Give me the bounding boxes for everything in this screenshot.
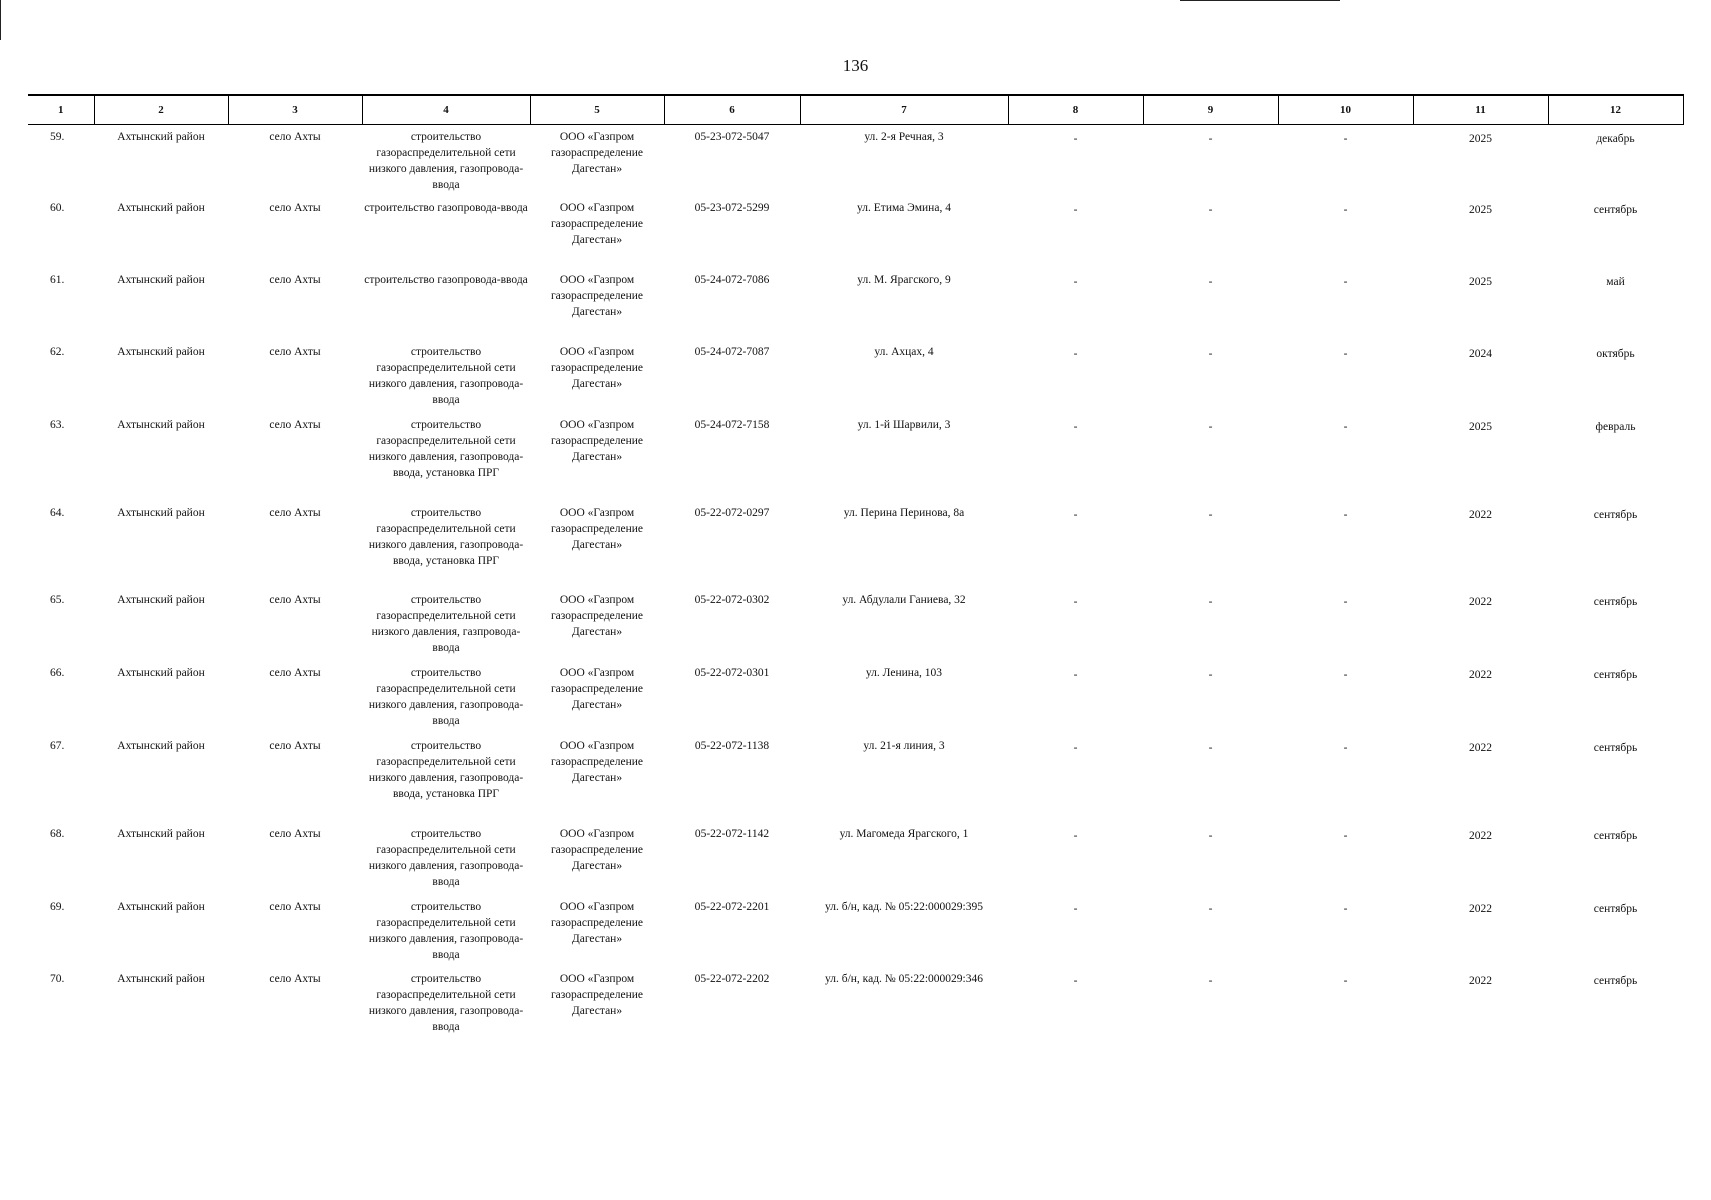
locality-cell: село Ахты [269,418,321,431]
col-header-1: 1 [28,95,94,125]
col9-cell: - [1208,829,1213,842]
organization-cell: ООО «Газпром газораспределение Дагестан» [550,506,644,551]
scan-edge-mark-left [0,0,1,40]
district-cell: Ахтынский район [117,131,205,143]
district-cell: Ахтынский район [117,900,205,913]
locality-cell: село Ахты [269,666,321,679]
col9-cell: - [1208,595,1213,608]
year-cell: 2022 [1469,902,1492,915]
year-cell: 2024 [1469,347,1492,360]
col8-cell: - [1073,829,1078,842]
organization-cell: ООО «Газпром газораспределение Дагестан» [550,345,644,390]
col8-cell: - [1073,347,1078,360]
row-number: 67. [50,739,65,752]
year-cell: 2022 [1469,741,1492,754]
row-number: 62. [50,345,65,358]
col9-cell: - [1208,668,1213,681]
table-row [28,413,1683,501]
row-number: 63. [50,418,65,431]
table-row [28,340,1683,413]
work-cell: строительство газораспределительной сети низкого давления, газопровода-ввода [368,131,524,191]
locality-cell: село Ахты [269,201,321,214]
table-row [28,501,1683,588]
col10-cell: - [1343,595,1348,608]
col8-cell: - [1073,203,1078,216]
col9-cell: - [1208,347,1213,360]
col-header-10: 10 [1278,95,1413,125]
district-cell: Ахтынский район [117,506,205,519]
address-cell: ул. Магомеда Ярагского, 1 [839,827,969,840]
address-cell: ул. Перина Перинова, 8а [843,506,965,519]
address-cell: ул. Ахцах, 4 [874,345,934,358]
month-cell: сентябрь [1593,203,1638,216]
col-header-11: 11 [1413,95,1548,125]
col10-cell: - [1343,741,1348,754]
district-cell: Ахтынский район [117,418,205,431]
locality-cell: село Ахты [269,506,321,519]
col9-cell: - [1208,133,1213,145]
object-code-cell: 05-22-072-2202 [694,972,770,985]
col-header-6: 6 [664,95,800,125]
year-cell: 2025 [1469,420,1492,433]
object-code-cell: 05-24-072-7086 [694,273,770,286]
object-code-cell: 05-22-072-0297 [694,506,770,519]
district-cell: Ахтынский район [117,201,205,214]
table-row [28,822,1683,895]
organization-cell: ООО «Газпром газораспределение Дагестан» [550,900,644,945]
col-header-3: 3 [228,95,362,125]
district-cell: Ахтынский район [117,827,205,840]
object-code-cell: 05-23-072-5299 [694,201,770,214]
object-code-cell: 05-23-072-5047 [694,131,770,143]
year-cell: 2022 [1469,595,1492,608]
object-code-cell: 05-22-072-0302 [694,593,770,606]
work-cell: строительство газораспределительной сети низкого давления, газопровода-ввода [368,827,524,888]
organization-cell: ООО «Газпром газораспределение Дагестан» [550,131,644,175]
year-cell: 2022 [1469,829,1492,842]
organization-cell: ООО «Газпром газораспределение Дагестан» [550,739,644,784]
work-cell: строительство газораспределительной сети низкого давления, газопровода-ввода [368,972,524,1033]
col8-cell: - [1073,595,1078,608]
work-cell: строительство газораспределительной сети низкого давления, газопровода-ввода, установка ПРГ [368,418,524,479]
address-cell: ул. б/н, кад. № 05:22:000029:395 [825,900,983,913]
col9-cell: - [1208,741,1213,754]
month-cell: сентябрь [1593,508,1638,521]
address-cell: ул. М. Ярагского, 9 [857,273,951,286]
year-cell: 2022 [1469,508,1492,521]
table-row [28,661,1683,734]
col9-cell: - [1208,275,1213,288]
col9-cell: - [1208,203,1213,216]
col10-cell: - [1343,420,1348,433]
work-cell: строительство газораспределительной сети низкого давления, газопровода-ввода [368,900,524,961]
work-cell: строительство газораспределительной сети низкого давления, газопровода-ввода, установка ПРГ [368,739,524,800]
district-cell: Ахтынский район [117,739,205,752]
scan-edge-mark-top [1180,0,1340,1]
col10-cell: - [1343,203,1348,216]
address-cell: ул. б/н, кад. № 05:22:000029:346 [825,972,983,985]
page-number: 136 [842,56,869,75]
locality-cell: село Ахты [269,900,321,913]
col8-cell: - [1073,741,1078,754]
table-row [28,734,1683,822]
row-number: 69. [50,900,65,913]
col10-cell: - [1343,347,1348,360]
district-cell: Ахтынский район [117,972,205,985]
year-cell: 2025 [1469,275,1492,288]
work-cell: строительство газораспределительной сети низкого давления, газопровода-ввода [368,345,524,406]
district-cell: Ахтынский район [117,593,205,606]
col10-cell: - [1343,508,1348,521]
row-number: 60. [50,201,65,214]
row-number: 68. [50,827,65,840]
locality-cell: село Ахты [269,739,321,752]
year-cell: 2022 [1469,668,1492,681]
col8-cell: - [1073,420,1078,433]
object-code-cell: 05-22-072-1142 [694,827,770,840]
month-cell: сентябрь [1593,829,1638,842]
organization-cell: ООО «Газпром газораспределение Дагестан» [550,972,644,1017]
header-row [28,95,1683,125]
col9-cell: - [1208,508,1213,521]
organization-cell: ООО «Газпром газораспределение Дагестан» [550,201,644,246]
object-code-cell: 05-22-072-2201 [694,900,770,913]
month-cell: сентябрь [1593,974,1638,987]
col8-cell: - [1073,974,1078,987]
address-cell: ул. Ленина, 103 [865,666,943,679]
row-number: 70. [50,972,65,985]
object-code-cell: 05-24-072-7158 [694,418,770,431]
col-header-4: 4 [362,95,530,125]
address-cell: ул. Абдулали Ганиева, 32 [842,593,966,606]
table-row [28,196,1683,268]
address-cell: ул. 1-й Шарвили, 3 [857,418,951,431]
col-header-7: 7 [800,95,1008,125]
year-cell: 2025 [1469,203,1492,216]
col-header-8: 8 [1008,95,1143,125]
registry-table [28,94,1684,1047]
locality-cell: село Ахты [269,273,321,286]
col10-cell: - [1343,974,1348,987]
locality-cell: село Ахты [269,131,321,143]
table-row [28,895,1683,967]
organization-cell: ООО «Газпром газораспределение Дагестан» [550,666,644,711]
month-cell: сентябрь [1593,902,1638,915]
organization-cell: ООО «Газпром газораспределение Дагестан» [550,827,644,872]
locality-cell: село Ахты [269,827,321,840]
col10-cell: - [1343,668,1348,681]
work-cell: строительство газораспределительной сети низкого давления, газопровода-ввода [368,666,524,727]
year-cell: 2025 [1469,133,1492,145]
col8-cell: - [1073,902,1078,915]
work-cell: строительство газораспределительной сети низкого давления, газпровода-ввода [371,593,521,654]
col9-cell: - [1208,420,1213,433]
row-number: 64. [50,506,65,519]
month-cell: май [1606,275,1625,288]
table-row [28,125,1683,196]
table-row [28,268,1683,340]
locality-cell: село Ахты [269,972,321,985]
col10-cell: - [1343,829,1348,842]
address-cell: ул. Етима Эмина, 4 [857,201,951,214]
organization-cell: ООО «Газпром газораспределение Дагестан» [550,273,644,318]
address-cell: ул. 2-я Речная, 3 [864,131,944,143]
col-header-2: 2 [94,95,228,125]
organization-cell: ООО «Газпром газораспределение Дагестан» [550,593,644,638]
object-code-cell: 05-24-072-7087 [694,345,770,358]
col-header-5: 5 [530,95,664,125]
col10-cell: - [1343,133,1348,145]
col10-cell: - [1343,275,1348,288]
month-cell: декабрь [1596,133,1635,145]
col8-cell: - [1073,508,1078,521]
locality-cell: село Ахты [269,345,321,358]
col10-cell: - [1343,902,1348,915]
month-cell: октябрь [1596,347,1635,360]
work-cell: строительство газораспределительной сети низкого давления, газопровода-ввода, установка ПРГ [368,506,524,567]
row-number: 59. [50,131,65,143]
district-cell: Ахтынский район [117,273,205,286]
col-header-12: 12 [1548,95,1683,125]
locality-cell: село Ахты [269,593,321,606]
year-cell: 2022 [1469,974,1492,987]
month-cell: сентябрь [1593,741,1638,754]
col9-cell: - [1208,974,1213,987]
organization-cell: ООО «Газпром газораспределение Дагестан» [550,418,644,463]
district-cell: Ахтынский район [117,666,205,679]
work-cell: строительство газопровода-ввода [364,273,528,286]
month-cell: сентябрь [1593,595,1638,608]
col-header-9: 9 [1143,95,1278,125]
col8-cell: - [1073,275,1078,288]
work-cell: строительство газопровода-ввода [364,201,528,214]
month-cell: сентябрь [1593,668,1638,681]
object-code-cell: 05-22-072-0301 [694,666,770,679]
object-code-cell: 05-22-072-1138 [694,739,770,752]
row-number: 66. [50,666,65,679]
table-row [28,588,1683,661]
district-cell: Ахтынский район [117,345,205,358]
col8-cell: - [1073,668,1078,681]
row-number: 61. [50,273,65,286]
address-cell: ул. 21-я линия, 3 [863,739,945,752]
col8-cell: - [1073,133,1078,145]
table-row [28,967,1683,1047]
month-cell: февраль [1595,420,1636,433]
row-number: 65. [50,593,65,606]
col9-cell: - [1208,902,1213,915]
